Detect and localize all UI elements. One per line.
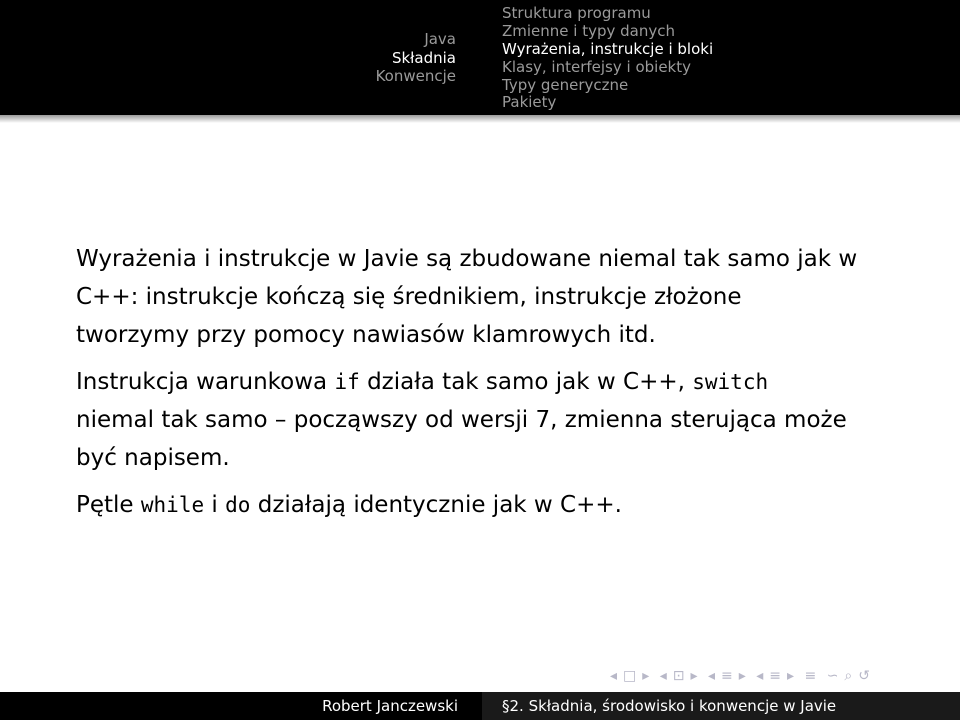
paragraph-conditionals bbox=[76, 363, 896, 477]
section-link-java[interactable]: Java bbox=[424, 30, 456, 48]
text-fragment: Instrukcja warunkowa bbox=[76, 369, 335, 395]
paragraph-line: tworzymy przy pomocy nawiasów klamrowych itd. bbox=[76, 322, 656, 348]
paragraph-line: być napisem. bbox=[76, 445, 230, 471]
nav-prev-icon[interactable]: ◂ bbox=[708, 668, 716, 684]
paragraph-line bbox=[76, 363, 896, 401]
code-switch: switch bbox=[692, 370, 769, 394]
section-icon[interactable]: ≡ bbox=[721, 668, 733, 684]
paragraph-line bbox=[76, 486, 896, 524]
footer-author bbox=[0, 692, 478, 720]
code-do: do bbox=[225, 493, 251, 517]
paragraph-expressions bbox=[76, 240, 896, 354]
nav-next-icon[interactable]: ▸ bbox=[642, 668, 650, 684]
nav-next-icon[interactable]: ▸ bbox=[690, 668, 698, 684]
search-icon[interactable]: ⌕ bbox=[844, 668, 853, 684]
document-icon[interactable]: ≡ bbox=[769, 668, 782, 684]
footer-bar bbox=[0, 692, 960, 720]
appendix-icon[interactable]: ≡ bbox=[804, 668, 817, 684]
beamer-navigation bbox=[610, 668, 876, 690]
section-link-skladnia[interactable]: Składnia bbox=[391, 49, 456, 67]
code-while: while bbox=[140, 493, 205, 517]
author-name: Robert Janczewski bbox=[322, 697, 458, 715]
text-fragment: Pętle bbox=[76, 492, 141, 518]
nav-prev-icon[interactable]: ◂ bbox=[659, 668, 667, 684]
subsection-link-struktura[interactable]: Struktura programu bbox=[502, 4, 651, 22]
header-bar bbox=[0, 0, 960, 115]
nav-prev-icon[interactable]: ◂ bbox=[756, 668, 764, 684]
subsection-link-pakiety[interactable]: Pakiety bbox=[502, 93, 557, 111]
code-if: if bbox=[334, 370, 360, 394]
subsection-link-typy-generyczne[interactable]: Typy generyczne bbox=[502, 76, 629, 94]
nav-next-icon[interactable]: ▸ bbox=[738, 668, 746, 684]
text-fragment: i bbox=[204, 492, 226, 518]
paragraph-line: Wyrażenia i instrukcje w Javie są zbudowane niemal tak samo jak w bbox=[76, 246, 858, 272]
section-link-konwencje[interactable]: Konwencje bbox=[375, 67, 456, 85]
paragraph-loops bbox=[76, 486, 896, 524]
paragraph-line: niemal tak samo – począwszy od wersji 7, zmienna sterująca może bbox=[76, 407, 847, 433]
short-title: §2. Składnia, środowisko i konwencje w Javie bbox=[502, 697, 837, 715]
subsection-link-zmienne[interactable]: Zmienne i typy danych bbox=[502, 22, 676, 40]
back-icon[interactable]: ∽ bbox=[826, 668, 839, 684]
nav-prev-icon[interactable]: ◂ bbox=[610, 668, 618, 684]
subsection-link-wyrazenia[interactable]: Wyrażenia, instrukcje i bloki bbox=[502, 40, 714, 58]
nav-next-icon[interactable]: ▸ bbox=[787, 668, 795, 684]
subsection-icon[interactable]: ⊡ bbox=[672, 668, 685, 684]
forward-icon[interactable]: ↺ bbox=[858, 668, 870, 684]
frame-icon[interactable]: □ bbox=[623, 668, 637, 684]
header-shadow bbox=[0, 115, 960, 123]
text-fragment: działają identycznie jak w C++. bbox=[250, 492, 622, 518]
subsection-nav bbox=[502, 0, 952, 115]
text-fragment: działa tak samo jak w C++, bbox=[359, 369, 693, 395]
section-nav bbox=[0, 0, 480, 115]
paragraph-line: C++: instrukcje kończą się średnikiem, instrukcje złożone bbox=[76, 284, 742, 310]
footer-title bbox=[482, 692, 960, 720]
subsection-link-klasy[interactable]: Klasy, interfejsy i obiekty bbox=[502, 58, 691, 76]
